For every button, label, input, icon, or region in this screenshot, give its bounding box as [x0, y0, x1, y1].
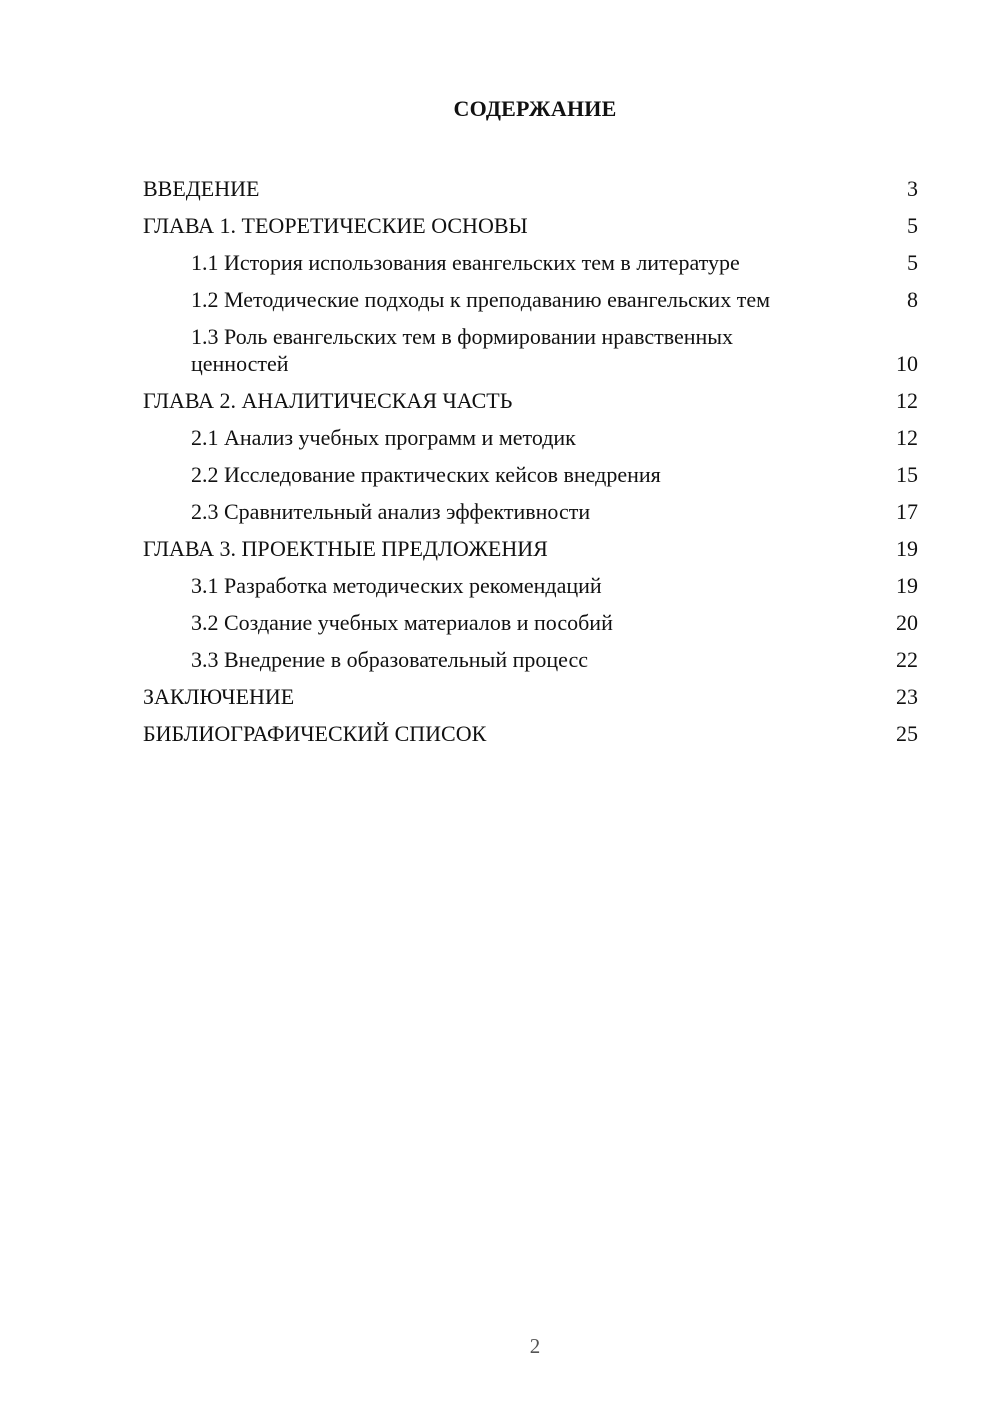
toc-entry-page: 5 — [907, 213, 918, 238]
toc-entry[interactable] — [143, 493, 918, 530]
toc-entry-text: 1.3 Роль евангельских тем в формировании нравственных ценностей — [191, 324, 734, 376]
page-number: 2 — [529, 1334, 541, 1358]
toc-entry-text: ГЛАВА 2. АНАЛИТИЧЕСКАЯ ЧАСТЬ — [143, 388, 513, 413]
toc-entry-text: 2.3 Сравнительный анализ эффективности — [191, 499, 591, 524]
toc-entry-text: БИБЛИОГРАФИЧЕСКИЙ СПИСОК — [143, 721, 487, 746]
toc-entry[interactable] — [143, 456, 918, 493]
toc-entry[interactable] — [143, 678, 918, 715]
toc-entry-page: 10 — [896, 351, 918, 376]
toc-entry-page: 17 — [896, 499, 918, 524]
toc-entry-text: 1.1 История использования евангельских тем в литературе — [191, 250, 740, 275]
toc-entry[interactable] — [143, 170, 918, 207]
toc-entry[interactable] — [143, 281, 918, 318]
toc-entry[interactable] — [143, 567, 918, 604]
toc-entry-page: 22 — [896, 647, 918, 672]
toc-entry[interactable] — [143, 318, 918, 382]
toc-entry-page: 25 — [896, 721, 918, 746]
toc-entry-text: ЗАКЛЮЧЕНИЕ — [143, 684, 295, 709]
toc-entry[interactable] — [143, 641, 918, 678]
toc-entry[interactable] — [143, 244, 918, 281]
toc-entry-page: 23 — [896, 684, 918, 709]
toc-entry-text: ГЛАВА 3. ПРОЕКТНЫЕ ПРЕДЛОЖЕНИЯ — [143, 536, 548, 561]
toc-entry[interactable] — [143, 207, 918, 244]
toc-entry-text: 3.1 Разработка методических рекомендаций — [191, 573, 602, 598]
toc-entry-page: 5 — [907, 250, 918, 275]
toc-entry-text: 3.2 Создание учебных материалов и пособий — [191, 610, 613, 635]
toc-entry-page: 20 — [896, 610, 918, 635]
toc-entry-text: 2.2 Исследование практических кейсов внедрения — [191, 462, 661, 487]
toc-entry[interactable] — [143, 382, 918, 419]
toc-entry-page: 12 — [896, 425, 918, 450]
toc-entry-page: 8 — [907, 287, 918, 312]
toc-entry-text: 1.2 Методические подходы к преподаванию евангельских тем — [191, 287, 771, 312]
toc-entry[interactable] — [143, 604, 918, 641]
toc-entry-text: ВВЕДЕНИЕ — [143, 176, 260, 201]
toc-entry-page: 19 — [896, 536, 918, 561]
toc-entry[interactable] — [143, 715, 918, 752]
toc-entry-text: 3.3 Внедрение в образовательный процесс — [191, 647, 588, 672]
toc-entry-page: 19 — [896, 573, 918, 598]
toc-entry[interactable] — [143, 419, 918, 456]
toc-entry-page: 12 — [896, 388, 918, 413]
toc-entry-page: 3 — [907, 176, 918, 201]
page-title: СОДЕРЖАНИЕ — [453, 96, 617, 121]
toc-entry-text: ГЛАВА 1. ТЕОРЕТИЧЕСКИЕ ОСНОВЫ — [143, 213, 528, 238]
toc-entry-text: 2.1 Анализ учебных программ и методик — [191, 425, 576, 450]
table-of-contents — [143, 170, 918, 752]
toc-entry-page: 15 — [896, 462, 918, 487]
toc-entry[interactable] — [143, 530, 918, 567]
